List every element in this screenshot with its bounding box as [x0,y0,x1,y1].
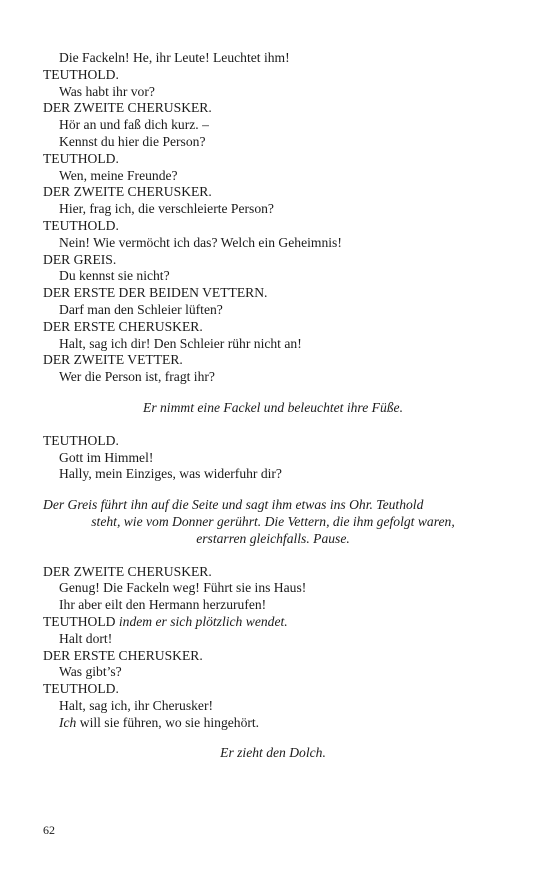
stage-direction-1: Er nimmt eine Fackel und beleuchtet ihre Füße. [143,399,403,415]
verse-line: Die Fackeln! He, ihr Leute! Leuchtet ihm! [59,50,290,65]
verse-line: Darf man den Schleier lüften? [59,301,223,317]
speaker-name: DER ZWEITE CHERUSKER. [43,563,212,579]
verse-line: Kennst du hier die Person? [59,133,206,149]
verse-line: Was gibt’s? [59,664,122,680]
speaker-name: DER ZWEITE VETTER. [43,352,183,368]
verse-line: Gott im Himmel! [59,449,154,465]
stage-direction-2 [43,497,503,547]
verse-line: Du kennst sie nicht? [59,268,170,284]
speaker-name: TEUTHOLD. [43,217,119,233]
speaker-name: DER ZWEITE CHERUSKER. [43,100,212,116]
verse-line: Hally, mein Einziges, was widerfuhr dir? [59,466,282,482]
verse-line: Wen, meine Freunde? [59,167,178,183]
verse-line-rest: will sie führen, wo sie hingehört. [76,714,260,730]
verse-line: Ihr aber eilt den Hermann herzurufen! [59,597,267,613]
dialogue-block-2 [43,433,503,483]
verse-line: Genug! Die Fackeln weg! Führt sie ins Haus! [59,580,307,596]
verse-line: Halt dort! [59,630,113,646]
page-number: 62 [43,823,55,837]
speaker-name: DER GREIS. [43,251,117,267]
stage-direction-2-line-2: steht, wie vom Donner gerührt. Die Vettern, die ihm gefolgt waren, [91,513,455,529]
speaker-name: DER ERSTE CHERUSKER. [43,318,203,334]
speaker-name: TEUTHOLD. [43,66,119,82]
emphasized-word: Ich [59,714,77,730]
verse-line-last [43,715,503,732]
speaker-with-direction [43,614,503,631]
speaker-name: TEUTHOLD. [43,432,119,448]
verse-line: Halt, sag ich dir! Den Schleier rühr nicht an! [59,335,302,351]
inline-direction: indem er sich plötzlich wendet. [118,613,288,629]
dialogue-block-3 [43,564,503,614]
verse-line: Halt, sag ich, ihr Cherusker! [59,697,214,713]
verse-line: Was habt ihr vor? [59,83,155,99]
speaker-name: TEUTHOLD. [43,150,119,166]
speaker-name: TEUTHOLD [43,613,116,629]
speaker-name: DER ERSTE CHERUSKER. [43,647,203,663]
speaker-name: DER ZWEITE CHERUSKER. [43,184,212,200]
dialogue-block-1 [43,50,503,386]
stage-direction-3: Er zieht den Dolch. [220,745,326,761]
dialogue-block-4 [43,631,503,715]
verse-line: Hör an und faß dich kurz. – [59,117,209,133]
verse-line: Hier, frag ich, die verschleierte Person? [59,201,274,217]
speaker-name: TEUTHOLD. [43,681,119,697]
verse-line: Wer die Person ist, fragt ihr? [59,369,215,385]
text-block [43,50,503,762]
stage-direction-2-line-1: Der Greis führt ihn auf die Seite und sagt ihm etwas ins Ohr. Teuthold [43,497,424,513]
speaker-name: DER ERSTE DER BEIDEN VETTERN. [43,285,268,301]
stage-direction-2-line-3: erstarren gleichfalls. Pause. [196,530,350,546]
verse-line: Nein! Wie vermöcht ich das? Welch ein Geheimnis! [59,234,342,250]
